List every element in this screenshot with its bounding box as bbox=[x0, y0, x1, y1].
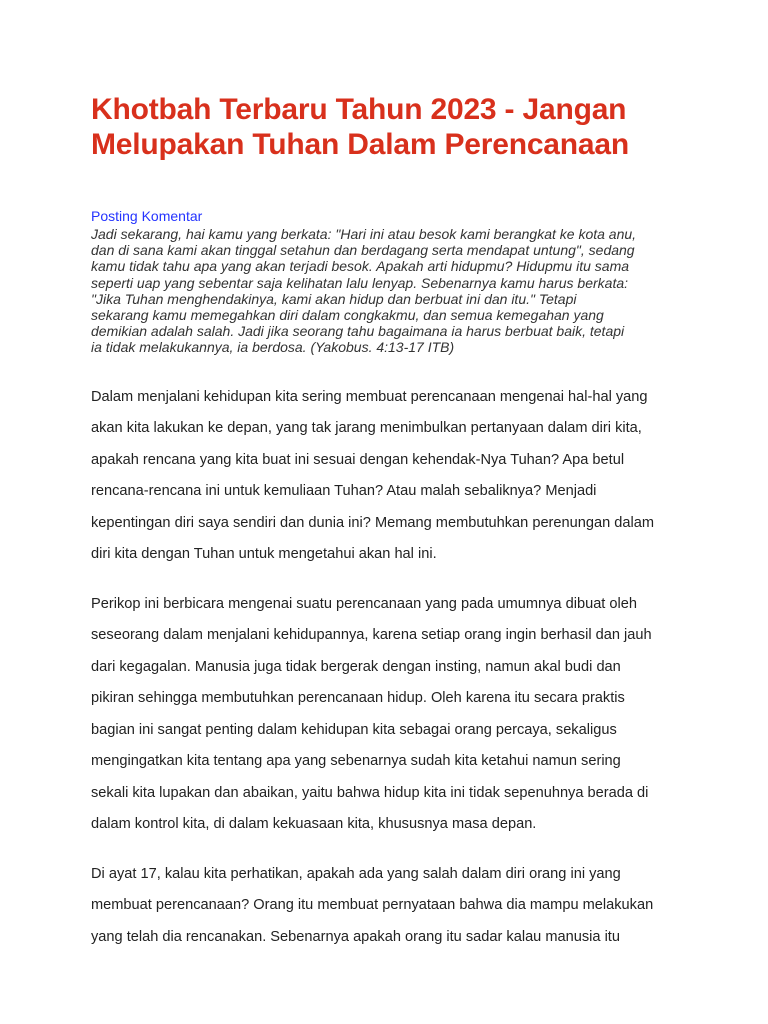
posting-komentar-link[interactable]: Posting Komentar bbox=[91, 208, 203, 224]
paragraph-line: sekali kita lupakan dan abaikan, yaitu bahwa hidup kita ini tidak sepenuhnya berada di bbox=[91, 784, 649, 801]
paragraph-line: mengingatkan kita tentang apa yang sebenarnya sudah kita ketahui namun sering bbox=[91, 753, 621, 770]
title-line: Khotbah Terbaru Tahun 2023 - Jangan bbox=[91, 93, 627, 126]
paragraph-line: seseorang dalam menjalani kehidupannya, karena setiap orang ingin berhasil dan jauh bbox=[91, 627, 652, 644]
article bbox=[91, 92, 681, 953]
paragraph-line: akan kita lakukan ke depan, yang tak jarang menimbulkan pertanyaan dalam diri kita, bbox=[91, 420, 642, 437]
paragraph-3 bbox=[91, 859, 681, 954]
title-line: Melupakan Tuhan Dalam Perencanaan bbox=[91, 128, 630, 161]
paragraph-line: pikiran sehingga membutuhkan perencanaan hidup. Oleh karena itu secara praktis bbox=[91, 690, 625, 707]
paragraph-line: diri kita dengan Tuhan untuk mengetahui akan hal ini. bbox=[91, 546, 437, 563]
quote-line: seperti uap yang sebentar saja kelihatan lalu lenyap. Sebenarnya kamu harus berkata: bbox=[91, 274, 629, 291]
paragraph-line: Dalam menjalani kehidupan kita sering membuat perencanaan mengenai hal-hal yang bbox=[91, 388, 648, 405]
quote-line: "Jika Tuhan menghendakinya, kami akan hidup dan berbuat ini dan itu." Tetapi bbox=[91, 290, 577, 307]
quote-line: Jadi sekarang, hai kamu yang berkata: "Hari ini atau besok kami berangkat ke kota anu, bbox=[91, 226, 637, 242]
paragraph-line: bagian ini sangat penting dalam kehidupan kita sebagai orang percaya, sekaligus bbox=[91, 721, 617, 738]
paragraph-2 bbox=[91, 589, 681, 841]
paragraph-1 bbox=[91, 382, 681, 571]
paragraph-line: dari kegagalan. Manusia juga tidak bergerak dengan insting, namun akal budi dan bbox=[91, 658, 621, 675]
paragraph-line: rencana-rencana ini untuk kemuliaan Tuhan? Atau malah sebaliknya? Menjadi bbox=[91, 483, 597, 500]
paragraph-line: Perikop ini berbicara mengenai suatu perencanaan yang pada umumnya dibuat oleh bbox=[91, 595, 638, 612]
quote-line: dan di sana kami akan tinggal setahun dan berdagang serta mendapat untung", sedang bbox=[91, 242, 635, 259]
quote-line: kamu tidak tahu apa yang akan terjadi besok. Apakah arti hidupmu? Hidupmu itu sama bbox=[91, 258, 630, 275]
quote-line: ia tidak melakukannya, ia berdosa. (Yakobus. 4:13-17 ITB) bbox=[91, 339, 455, 356]
paragraph-line: yang telah dia rencanakan. Sebenarnya apakah orang itu sadar kalau manusia itu bbox=[91, 928, 620, 945]
quote-line: sekarang kamu memegahkan diri dalam congkakmu, dan semua kemegahan yang bbox=[91, 307, 604, 324]
page-title bbox=[91, 92, 681, 162]
paragraph-line: Di ayat 17, kalau kita perhatikan, apakah ada yang salah dalam diri orang ini yang bbox=[91, 865, 621, 882]
paragraph-line: dalam kontrol kita, di dalam kekuasaan kita, khususnya masa depan. bbox=[91, 816, 537, 833]
paragraph-line: kepentingan diri saya sendiri dan dunia ini? Memang membutuhkan perenungan dalam bbox=[91, 514, 655, 531]
paragraph-line: apakah rencana yang kita buat ini sesuai dengan kehendak-Nya Tuhan? Apa betul bbox=[91, 451, 625, 468]
scripture-quote bbox=[91, 226, 683, 356]
quote-line: demikian adalah salah. Jadi jika seorang tahu bagaimana ia harus berbuat baik, tetapi bbox=[91, 323, 625, 340]
paragraph-line: membuat perencanaan? Orang itu membuat pernyataan bahwa dia mampu melakukan bbox=[91, 897, 654, 914]
